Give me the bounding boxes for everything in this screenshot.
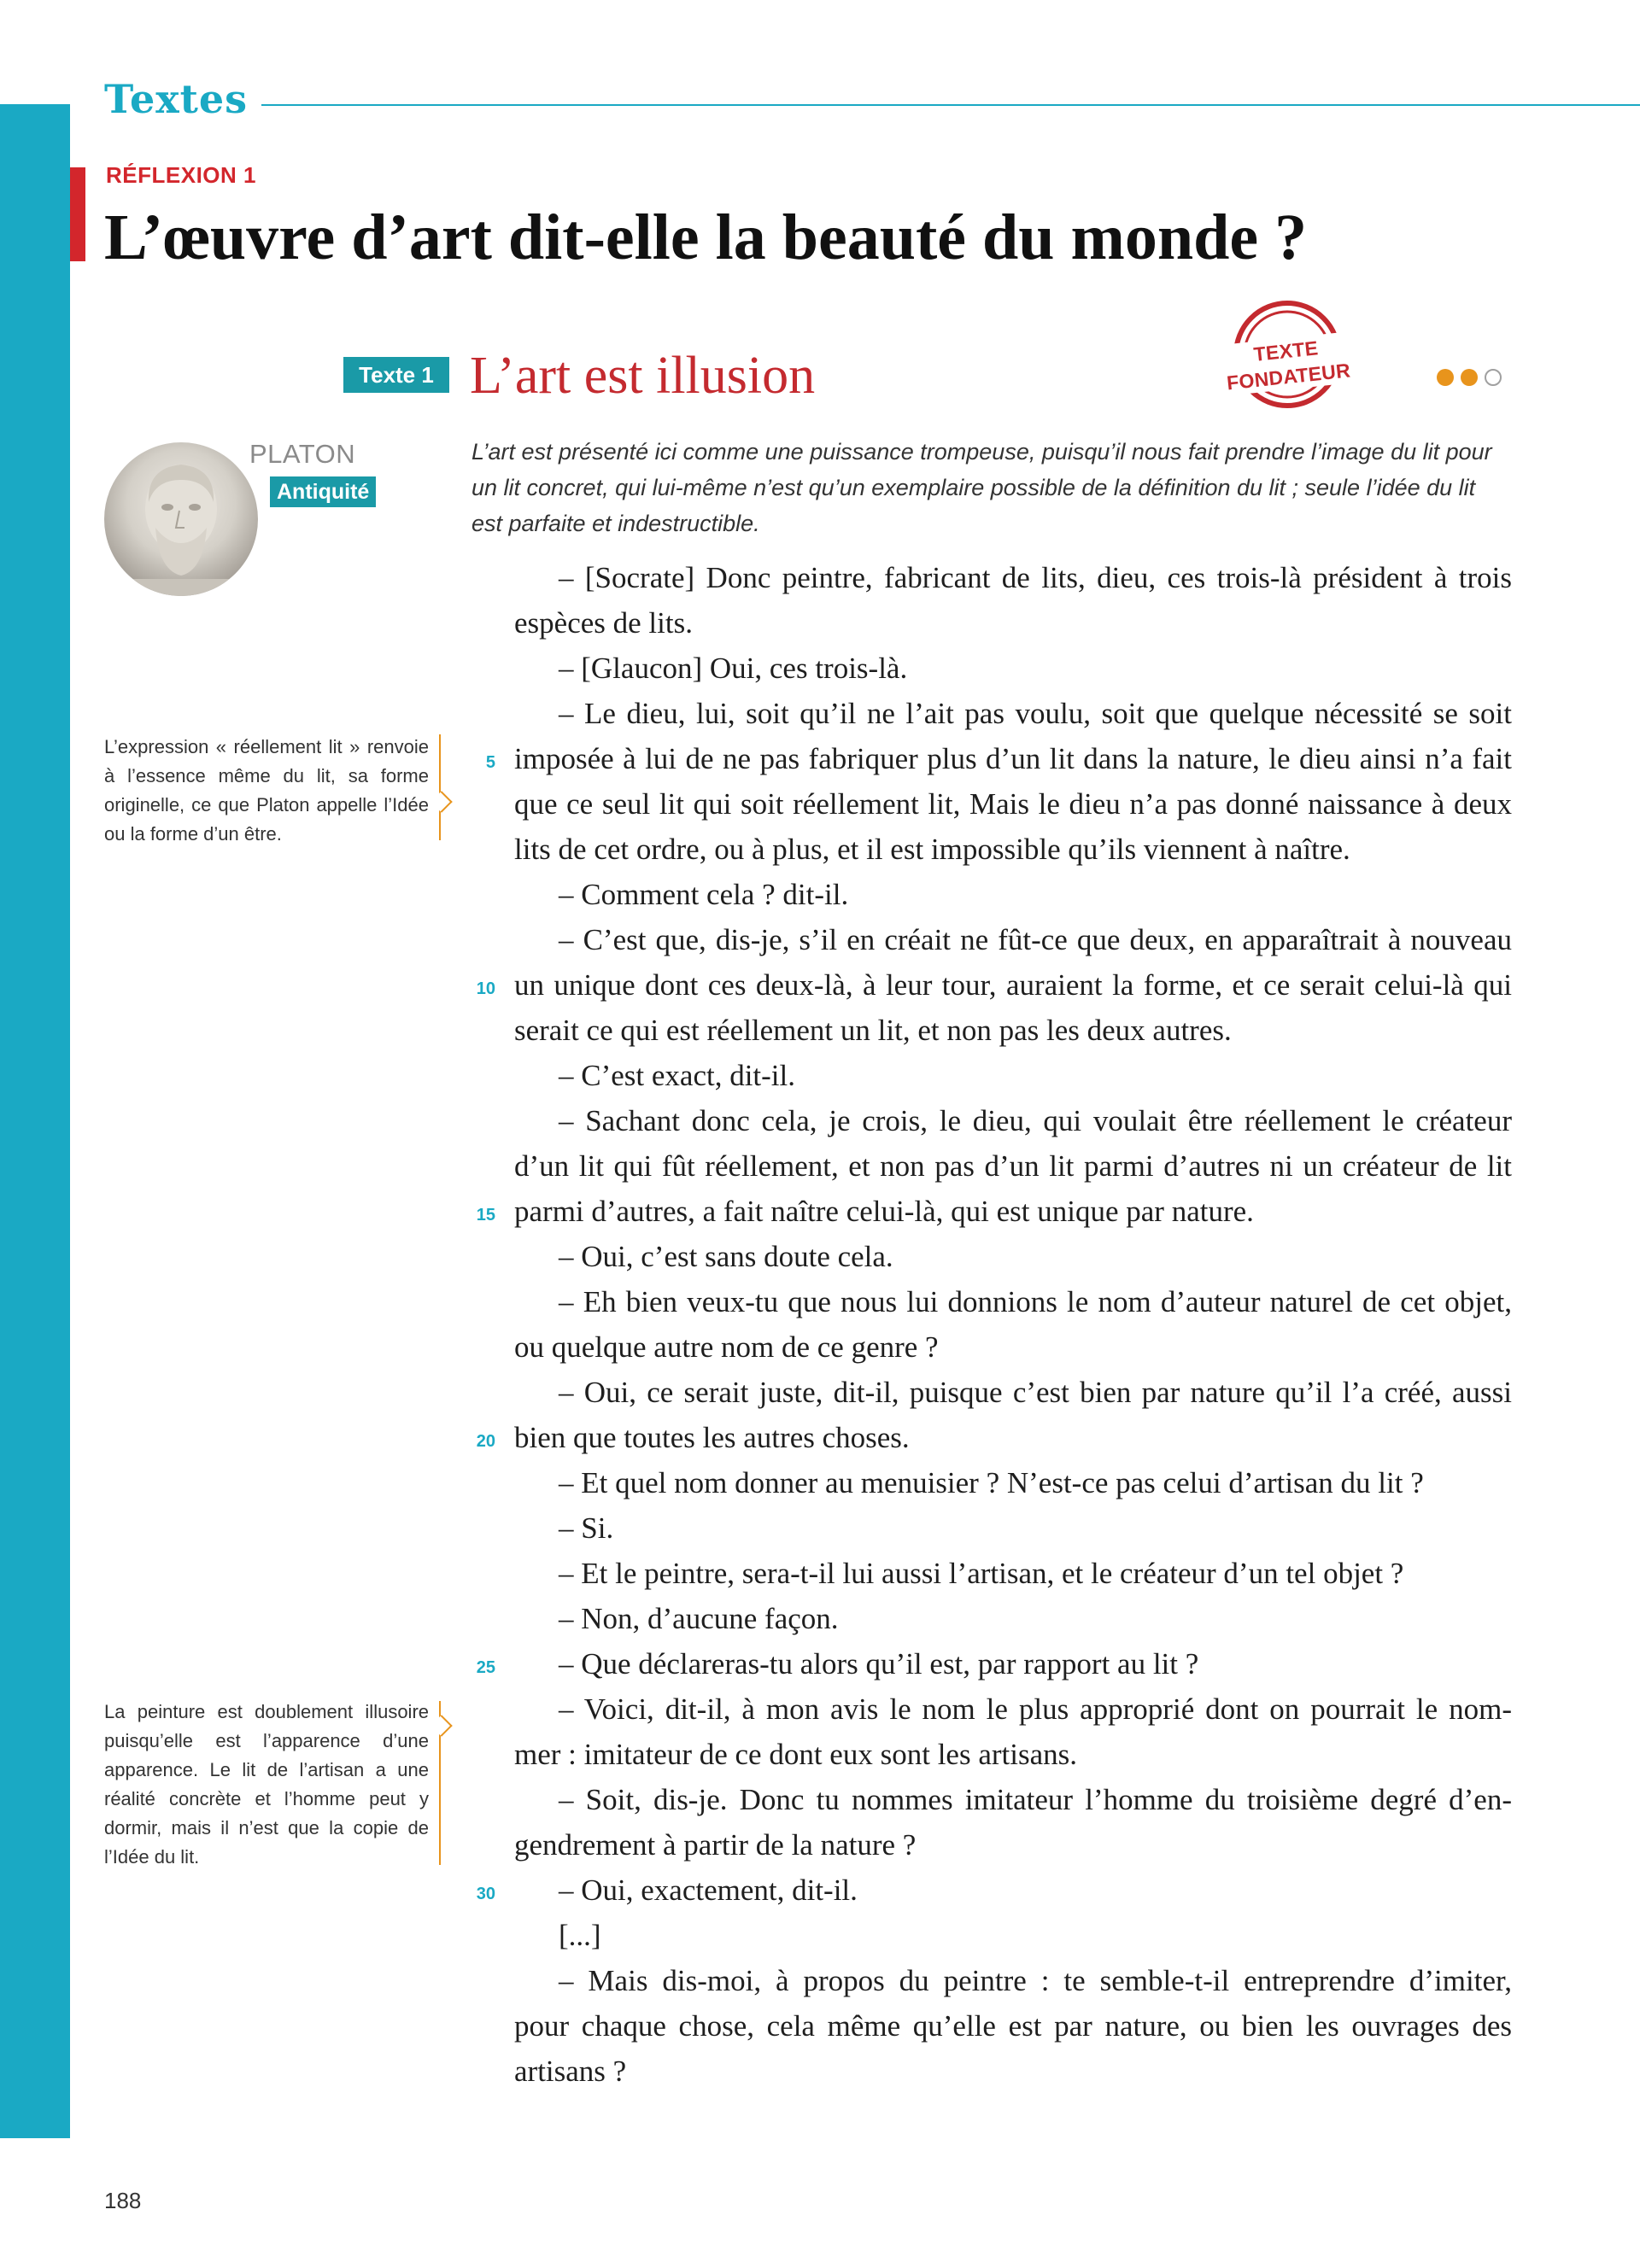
sidebar-color-bar	[0, 104, 70, 2138]
bust-icon	[104, 442, 258, 596]
text-line: – Sachant donc cela, je crois, le dieu, qui voulait être réellement le créateur	[559, 1104, 1512, 1137]
page-number: 188	[104, 2188, 142, 2213]
difficulty-dot-filled-icon	[1437, 369, 1454, 386]
text-line: – Mais dis-moi, à propos du peintre : te semble-t-il entreprendre d’imiter,	[559, 1964, 1512, 1997]
text-line: – C’est exact, dit-il.	[559, 1059, 796, 1092]
text-line: – Oui, ce serait juste, dit-il, puisque c’est bien par nature qu’il l’a créé, aussi	[559, 1376, 1512, 1409]
page-title: L’œuvre d’art dit-elle la beauté du monde ?	[104, 202, 1308, 273]
text-line: [...]	[559, 1919, 601, 1952]
line-number: 25	[476, 1658, 495, 1677]
text-line: artisans ?	[514, 2055, 627, 2088]
margin-note: La peinture est doublement illusoire puisqu’elle est l’apparence d’une apparence. Le lit de l’artisan a une réalité concrète et l’homme peut y dormir, mais il n’est que la copie de l’Idée du lit.	[104, 1701, 429, 1868]
text-line: bien que toutes les autres choses.	[514, 1421, 910, 1454]
text-line: – Voici, dit-il, à mon avis le nom le plus approprié dont on pourrait le nom-	[559, 1692, 1512, 1726]
text-line: – Oui, exactement, dit-il.	[559, 1873, 858, 1907]
note-bracket	[439, 734, 441, 840]
text-line: lits de cet ordre, ou à plus, et il est impossible qu’ils viennent à naître.	[514, 833, 1350, 866]
text-line: ou quelque autre nom de ce genre ?	[514, 1330, 939, 1364]
text-line: que ce seul lit qui soit réellement lit, Mais le dieu n’a pas donné naissance à deux	[514, 787, 1512, 821]
texte-badge: Texte 1	[343, 357, 449, 393]
text-line: espèces de lits.	[514, 606, 693, 640]
note-pointer-icon	[430, 1715, 452, 1736]
line-number: 20	[476, 1432, 495, 1451]
text-line: serait ce qui est réellement un lit, et non pas les deux autres.	[514, 1014, 1232, 1047]
text-line: – Non, d’aucune façon.	[559, 1602, 839, 1635]
text-line: – [Glaucon] Oui, ces trois-là.	[559, 652, 908, 685]
section-divider	[261, 104, 1640, 106]
margin-note: L’expression « réellement lit » renvoie à l’essence même du lit, sa forme originelle, ce que Platon appelle l’Idée ou la forme d’un être.	[104, 736, 429, 845]
text-line: pour chaque chose, cela même qu’elle est par nature, ou bien les ouvrages des	[514, 2009, 1512, 2043]
title-accent-mark	[70, 167, 85, 261]
text-line: un unique dont ces deux-là, à leur tour, auraient la forme, et ce serait celui-là qui	[514, 968, 1512, 1002]
author-name: PLATON	[249, 439, 356, 469]
dialogue-text	[514, 555, 1512, 2094]
stamp-label: TEXTE FONDATEUR	[1195, 329, 1379, 399]
line-number: 30	[476, 1885, 495, 1903]
section-title: Textes	[104, 76, 249, 122]
text-line: gendrement à partir de la nature ?	[514, 1828, 917, 1862]
line-number: 10	[476, 979, 495, 998]
text-line: d’un lit qui fût réellement, et non pas d’un lit parmi d’autres ni un créateur de lit	[514, 1149, 1512, 1183]
difficulty-dot-empty-icon	[1485, 369, 1502, 386]
note-pointer-icon	[430, 791, 452, 812]
text-line: – Comment cela ? dit-il.	[559, 878, 849, 911]
text-line: – Et quel nom donner au menuisier ? N’est-ce pas celui d’artisan du lit ?	[559, 1466, 1424, 1499]
line-number: 5	[485, 753, 495, 772]
text-line: – Le dieu, lui, soit qu’il ne l’ait pas voulu, soit que quelque nécessité se soit	[559, 697, 1512, 730]
period-badge: Antiquité	[270, 476, 376, 507]
text-title: L’art est illusion	[470, 347, 816, 405]
texte-fondateur-stamp	[1206, 299, 1368, 410]
reflexion-label: RÉFLEXION 1	[106, 162, 256, 188]
text-line: – Si.	[559, 1511, 614, 1545]
author-portrait	[104, 442, 258, 596]
text-line: mer : imitateur de ce dont eux sont les artisans.	[514, 1738, 1077, 1771]
text-line: – Que déclareras-tu alors qu’il est, par rapport au lit ?	[559, 1647, 1199, 1681]
line-number: 15	[476, 1206, 495, 1225]
text-line: – Eh bien veux-tu que nous lui donnions le nom d’auteur naturel de cet objet,	[559, 1285, 1512, 1318]
text-line: – [Socrate] Donc peintre, fabricant de lits, dieu, ces trois-là président à trois	[559, 561, 1512, 594]
text-line: – C’est que, dis-je, s’il en créait ne fût-ce que deux, en apparaîtrait à nouveau	[559, 923, 1512, 956]
text-line: – Soit, dis-je. Donc tu nommes imitateur l’homme du troisième degré d’en-	[559, 1783, 1512, 1816]
text-line: – Oui, c’est sans doute cela.	[559, 1240, 893, 1273]
text-line: parmi d’autres, a fait naître celui-là, qui est unique par nature.	[514, 1195, 1254, 1228]
text-line: – Et le peintre, sera-t-il lui aussi l’artisan, et le créateur d’un tel objet ?	[559, 1557, 1404, 1590]
text-line: imposée à lui de ne pas fabriquer plus d’un lit dans la nature, le dieu ainsi n’a fait	[514, 742, 1512, 775]
text-introduction: L’art est présenté ici comme une puissance trompeuse, puisqu’il nous fait prendre l’image du lit pour un lit concret, qui lui-même n’est qu’un exemplaire possible de la définition du lit ; seule l’idée du lit est parfaite et indestructible.	[472, 439, 1492, 536]
difficulty-dot-filled-icon	[1461, 369, 1478, 386]
